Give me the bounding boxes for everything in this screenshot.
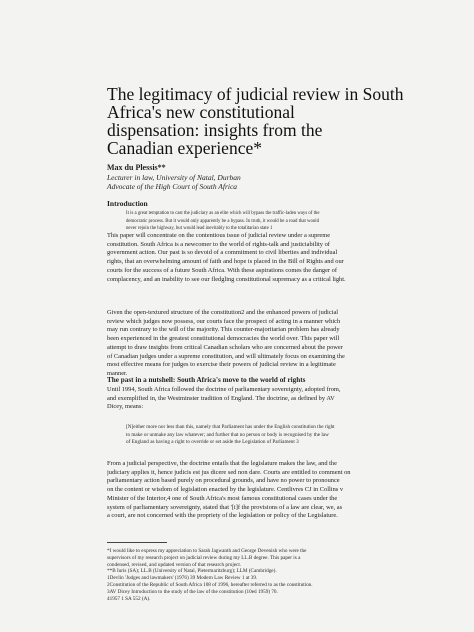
text-line: most effective means for judges to exercise their powers of judicial review in a legitimate	[107, 361, 336, 369]
text-line: Until 1994, South Africa followed the doctrine of parliamentary sovereignty, adopted from,	[107, 386, 341, 393]
footnote-line: 1Devlin 'Judges and lawmakers' (1976) 39 Modern Law Review 1 at 39.	[107, 575, 258, 582]
author-role: Lecturer in law, University of Natal, Durban	[107, 172, 241, 182]
text-line: manner.	[107, 369, 128, 377]
text-line: been experienced in the greatest constitutional democracies the world over. This paper will	[107, 335, 340, 343]
author-block	[107, 163, 241, 192]
text-line: courts for the success of a future South Africa. With these aspirations comes the danger of	[107, 266, 337, 274]
text-line: a court, are not concerned with the propriety of the legislation or policy of the Legislature.	[107, 512, 338, 520]
block-quote	[126, 424, 370, 447]
paragraph-4	[107, 460, 369, 521]
title-line: Africa's new constitutional	[107, 102, 295, 122]
quote-line: of England as having a right to override or set aside the Legislation of Parliament 3	[126, 439, 299, 446]
text-line: may run contrary to the will of the majority. This counter-majoritarian problem has already	[107, 326, 340, 334]
text-line: Minister of the Interior,4 one of South Africa's most famous constitutional cases under the	[107, 494, 338, 502]
author-name: Max du Plessis**	[107, 163, 166, 172]
epigraph-line: It is a great temptation to cast the judiciary as an elite which will bypass the traffic-laden ways of the	[126, 211, 320, 216]
title-line: Canadian experience*	[107, 138, 262, 158]
text-line: From a judicial perspective, the doctrine entails that the legislature makes the law, and the	[107, 460, 337, 467]
text-line: review which judges now possess, our courts face the prospect of acting in a manner which	[107, 317, 341, 325]
footnote-line: *I would like to express my appreciation to Sarah Jagwanth and George Devenish who were the	[107, 548, 307, 554]
text-line: parliamentary action based purely on procedural grounds, and have no power to pronounce	[107, 477, 340, 485]
text-line: Given the open-textured structure of the constitution2 and the enhanced powers of judicial	[107, 309, 339, 316]
quote-line: to make or unmake any law whatever; and further that no person or body is recognised by the law	[126, 431, 329, 438]
text-line: judiciary applies it, hence judicis est jus dicere sed non dare. Courts are entitled to comment on	[107, 468, 351, 476]
paragraph-2	[107, 309, 369, 379]
footnote-line: 2Constitution of the Republic of South Africa 108 of 1996, hereafter referred to as the constitution.	[107, 581, 313, 588]
epigraph-line: democratic process. But it would only apparently be a bypass. In truth, it would be a road that would	[126, 218, 320, 224]
footnote-line: **B Iuris (SA); LL.B (University of Natal, Pietermaritzburg); LLM (Cambridge).	[107, 568, 277, 575]
text-line: attempt to draw insights from critical Canadian scholars who are concerned about the power	[107, 343, 343, 351]
footnote-line: 3AV Dicey Introduction to the study of the law of the constitution (10ed 1959) 70.	[107, 588, 278, 595]
text-line: complacency, and an inability to see our fledgling constitutional supremacy as a critical light.	[107, 275, 346, 283]
text-line: of Canadian judges under a supreme constitution, and will ultimately focus on examining the	[107, 352, 345, 360]
text-line: rights, that an overwhelming amount of faith and hope is placed in the Bill of Rights and our	[107, 258, 344, 266]
text-line: constitution. South Africa is a newcomer to the world of rights-talk and justiciability of	[107, 240, 330, 248]
epigraph	[126, 210, 371, 233]
footnote-line: 41957 1 SA 552 (A).	[107, 595, 151, 602]
introduction-heading: Introduction	[107, 199, 148, 208]
section-heading: The past in a nutshell: South Africa's move to the world of rights	[107, 376, 306, 384]
epigraph-line: never rejoin the highway, but would lead inevitably to the totalitarian state 1	[126, 226, 273, 231]
paragraph-1	[107, 232, 369, 284]
article-title	[107, 84, 404, 158]
text-line: on the content or wisdom of legislation enacted by the legislature. Centlivres CJ in Collins v	[107, 486, 344, 494]
text-line: government action. Our past is so devoid of a commitment to civil liberties and individual	[107, 249, 338, 257]
footnote-line: supervisors of my research project on judicial review during my LL.B degree. This paper is a	[107, 554, 301, 561]
text-line: Dicey, means:	[107, 403, 144, 411]
footnote-divider	[107, 542, 167, 543]
text-line: and exemplified in, the Westminster tradition of England. The doctrine, as defined by AV	[107, 394, 335, 402]
footnote-line: condensed, revised, and updated version of that research project.	[107, 561, 242, 568]
paragraph-3	[107, 386, 369, 412]
footnotes	[107, 548, 369, 602]
text-line: system of parliamentary sovereignty, stated that '[i]f the provisions of a law are clear, we, as	[107, 503, 343, 511]
title-line: dispensation: insights from the	[107, 120, 323, 140]
quote-line: [N]either more nor less than this, namely that Parliament has under the English constitution the right	[126, 424, 335, 430]
text-line: This paper will concentrate on the contentious issue of judicial review under a supreme	[107, 232, 331, 239]
author-role: Advocate of the High Court of South Africa	[107, 182, 238, 191]
title-line: The legitimacy of judicial review in South	[107, 84, 404, 104]
